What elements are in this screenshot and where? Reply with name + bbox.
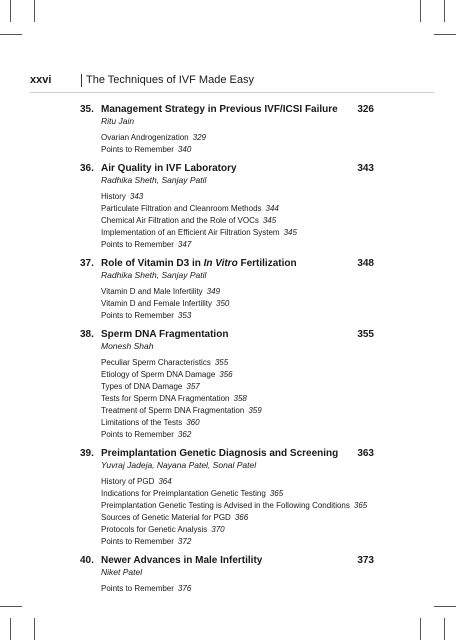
section-title: Indications for Preimplantation Genetic Testing [101, 489, 266, 498]
crop-mark [444, 0, 445, 22]
crop-mark [0, 606, 22, 607]
chapter-page: 348 [357, 258, 374, 269]
section-page: 372 [177, 537, 192, 546]
page-header [30, 72, 434, 88]
crop-mark [420, 0, 421, 22]
section-list [101, 583, 380, 595]
section-title: Peculiar Sperm Characteristics [101, 358, 211, 367]
chapter-entry [80, 162, 380, 251]
section-title: Etiology of Sperm DNA Damage [101, 370, 216, 379]
section-entry [101, 500, 380, 512]
crop-mark [434, 34, 456, 35]
section-entry [101, 393, 380, 405]
chapter-page: 326 [357, 104, 374, 115]
section-entry [101, 144, 380, 156]
crop-mark [10, 618, 11, 640]
chapter-page: 355 [357, 329, 374, 340]
table-of-contents [80, 103, 380, 601]
section-title: History [101, 192, 126, 201]
section-title: History of PGD [101, 477, 155, 486]
header-rule [30, 92, 434, 93]
crop-mark [10, 0, 11, 22]
section-entry [101, 357, 380, 369]
chapter-title: Sperm DNA Fragmentation [101, 329, 229, 340]
section-entry [101, 286, 380, 298]
section-title: Ovarian Androgenization [101, 133, 189, 142]
section-page: 360 [186, 418, 200, 427]
section-entry [101, 524, 380, 536]
section-entry [101, 405, 380, 417]
section-page: 365 [353, 501, 368, 510]
section-title: Implementation of an Efficient Air Filtration System [101, 228, 280, 237]
section-entry [101, 488, 380, 500]
section-title: Points to Remember [101, 584, 174, 593]
section-page: 364 [158, 477, 172, 486]
chapter-entry [80, 447, 380, 548]
section-title: Points to Remember [101, 240, 174, 249]
section-page: 365 [269, 489, 284, 498]
section-entry [101, 429, 380, 441]
section-title: Vitamin D and Male Infertility [101, 287, 203, 296]
section-page: 340 [177, 145, 192, 154]
section-title: Vitamin D and Female Infertility [101, 299, 213, 308]
section-title: Preimplantation Genetic Testing is Advised in the Following Conditions [101, 501, 350, 510]
section-entry [101, 239, 380, 251]
chapter-entry [80, 328, 380, 441]
section-page: 344 [265, 204, 279, 213]
section-page: 357 [186, 382, 200, 391]
section-entry [101, 132, 380, 144]
crop-mark [420, 618, 421, 640]
section-title: Treatment of Sperm DNA Fragmentation [101, 406, 245, 415]
section-page: 366 [234, 513, 249, 522]
section-page: 347 [177, 240, 192, 249]
section-page: 355 [214, 358, 229, 367]
crop-mark [434, 606, 456, 607]
section-entry [101, 512, 380, 524]
chapter-number: 37. [80, 258, 94, 269]
section-title: Particulate Filtration and Cleanroom Methods [101, 204, 262, 213]
section-entry [101, 203, 380, 215]
section-page: 329 [192, 133, 206, 142]
section-entry [101, 583, 380, 595]
chapter-page: 373 [357, 555, 374, 566]
section-page: 370 [211, 525, 225, 534]
crop-mark [34, 0, 35, 22]
section-entry [101, 298, 380, 310]
page-folio: xxvi [30, 74, 52, 86]
section-title: Types of DNA Damage [101, 382, 183, 391]
chapter-number: 38. [80, 329, 94, 340]
chapter-title: Air Quality in IVF Laboratory [101, 163, 237, 174]
chapter-page: 363 [357, 448, 374, 459]
section-entry [101, 476, 380, 488]
chapter-entry [80, 554, 380, 595]
section-title: Points to Remember [101, 145, 174, 154]
section-title: Protocols for Genetic Analysis [101, 525, 208, 534]
section-list [101, 476, 380, 548]
crop-mark [444, 618, 445, 640]
chapter-title: Newer Advances in Male Infertility [101, 555, 263, 566]
section-page: 376 [177, 584, 192, 593]
section-entry [101, 536, 380, 548]
section-page: 345 [283, 228, 297, 237]
chapter-authors: Monesh Shah [101, 341, 154, 351]
section-page: 362 [177, 430, 192, 439]
chapter-title: Preimplantation Genetic Diagnosis and Screening [101, 448, 339, 459]
chapter-number: 40. [80, 555, 94, 566]
section-entry [101, 369, 380, 381]
chapter-entry [80, 103, 380, 156]
chapter-authors: Radhika Sheth, Sanjay Patil [101, 270, 207, 280]
section-entry [101, 215, 380, 227]
section-title: Tests for Sperm DNA Fragmentation [101, 394, 230, 403]
chapter-number: 36. [80, 163, 94, 174]
section-entry [101, 227, 380, 239]
section-title: Points to Remember [101, 311, 174, 320]
section-list [101, 191, 380, 251]
section-title: Chemical Air Filtration and the Role of VOCs [101, 216, 259, 225]
chapter-entry [80, 257, 380, 322]
section-title: Sources of Genetic Material for PGD [101, 513, 231, 522]
section-page: 356 [219, 370, 233, 379]
section-list [101, 132, 380, 156]
chapter-authors: Yuvraj Jadeja, Nayana Patel, Sonal Patel [101, 460, 257, 470]
chapter-page: 343 [357, 163, 374, 174]
section-page: 345 [262, 216, 277, 225]
section-list [101, 286, 380, 322]
running-head: The Techniques of IVF Made Easy [86, 74, 254, 86]
chapter-title: Management Strategy in Previous IVF/ICSI Failure [101, 104, 338, 115]
section-list [101, 357, 380, 441]
section-entry [101, 381, 380, 393]
chapter-authors: Ritu Jain [101, 116, 135, 126]
folio-divider [81, 74, 82, 87]
section-entry [101, 417, 380, 429]
chapter-title: Role of Vitamin D3 in In Vitro Fertilization [101, 258, 297, 269]
section-page: 358 [233, 394, 247, 403]
crop-mark [0, 34, 22, 35]
section-page: 350 [216, 299, 230, 308]
chapter-authors: Radhika Sheth, Sanjay Patil [101, 175, 207, 185]
chapter-authors: Niket Patel [101, 567, 143, 577]
chapter-number: 39. [80, 448, 94, 459]
section-title: Points to Remember [101, 537, 174, 546]
section-title: Limitations of the Tests [101, 418, 183, 427]
chapter-number: 35. [80, 104, 94, 115]
crop-mark [34, 618, 35, 640]
section-page: 353 [177, 311, 192, 320]
section-page: 359 [248, 406, 262, 415]
section-entry [101, 191, 380, 203]
section-page: 349 [206, 287, 221, 296]
section-entry [101, 310, 380, 322]
section-page: 343 [129, 192, 144, 201]
section-title: Points to Remember [101, 430, 174, 439]
